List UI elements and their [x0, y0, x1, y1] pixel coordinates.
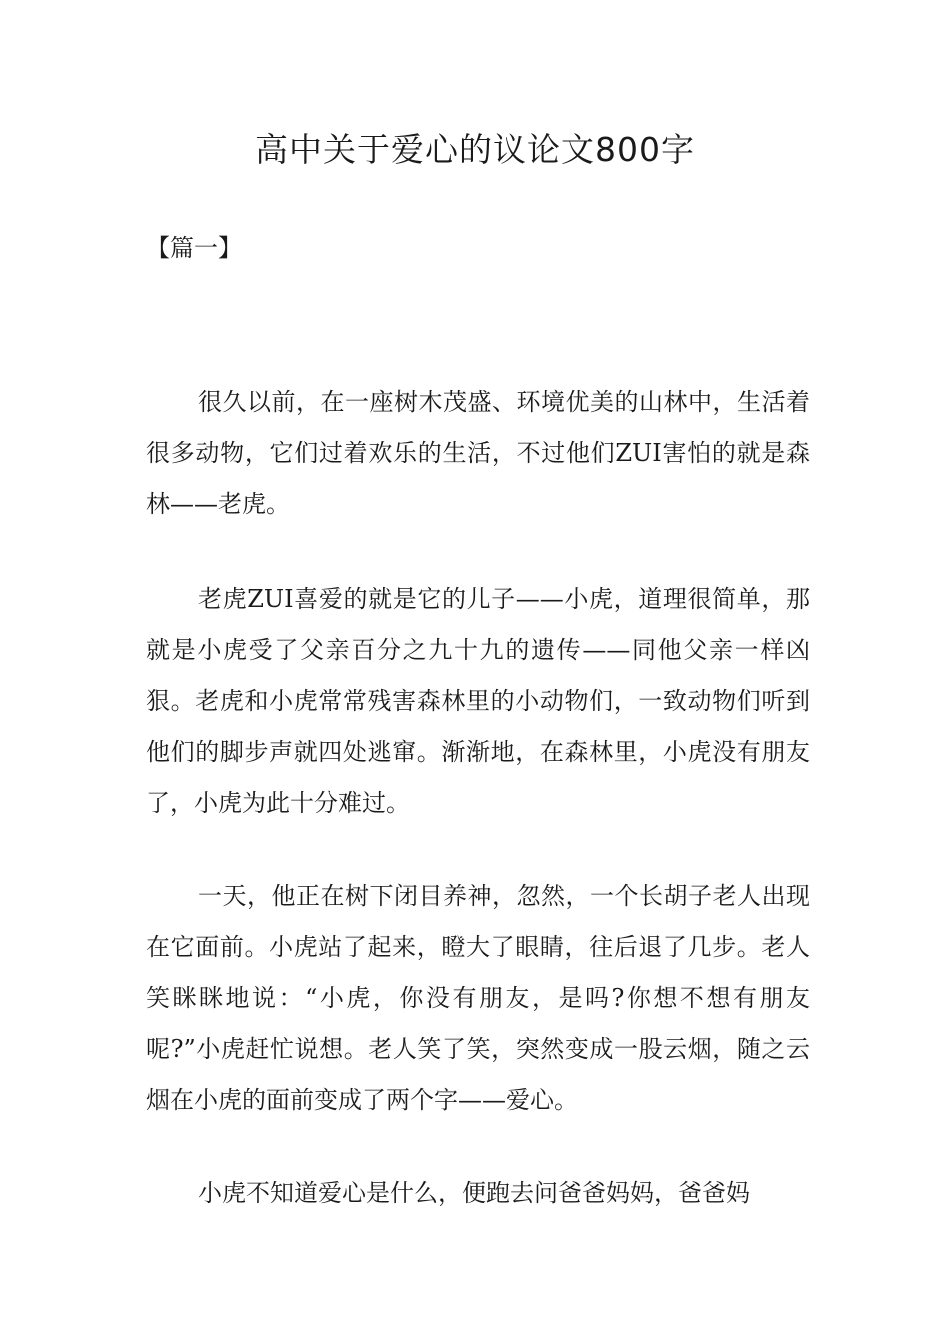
paragraph-2: 老虎ZUI喜爱的就是它的儿子——小虎，道理很简单，那就是小虎受了父亲百分之九十九的遗传——同他父亲一样凶狠。老虎和小虎常常残害森林里的小动物们，一致动物们听到他们的脚步声就四处逃窜。渐渐地，在森林里，小虎没有朋友了，小虎为此十分难过。 — [146, 585, 810, 817]
paragraph-1: 很久以前，在一座树木茂盛、环境优美的山林中，生活着很多动物，它们过着欢乐的生活，不过他们ZUI害怕的就是森林——老虎。 — [146, 388, 810, 518]
paragraph-3: 一天，他正在树下闭目养神，忽然，一个长胡子老人出现在它面前。小虎站了起来，瞪大了眼睛，往后退了几步。老人笑眯眯地说：“小虎，你没有朋友，是吗?你想不想有朋友呢?”小虎赶忙说想。老人笑了笑，突然变成一股云烟，随之云烟在小虎的面前变成了两个字——爱心。 — [146, 882, 810, 1114]
paragraph-4: 小虎不知道爱心是什么，便跑去问爸爸妈妈，爸爸妈 — [198, 1179, 750, 1207]
document-title: 高中关于爱心的议论文800字 — [255, 130, 695, 169]
section-label: 【篇一】 — [146, 234, 242, 262]
